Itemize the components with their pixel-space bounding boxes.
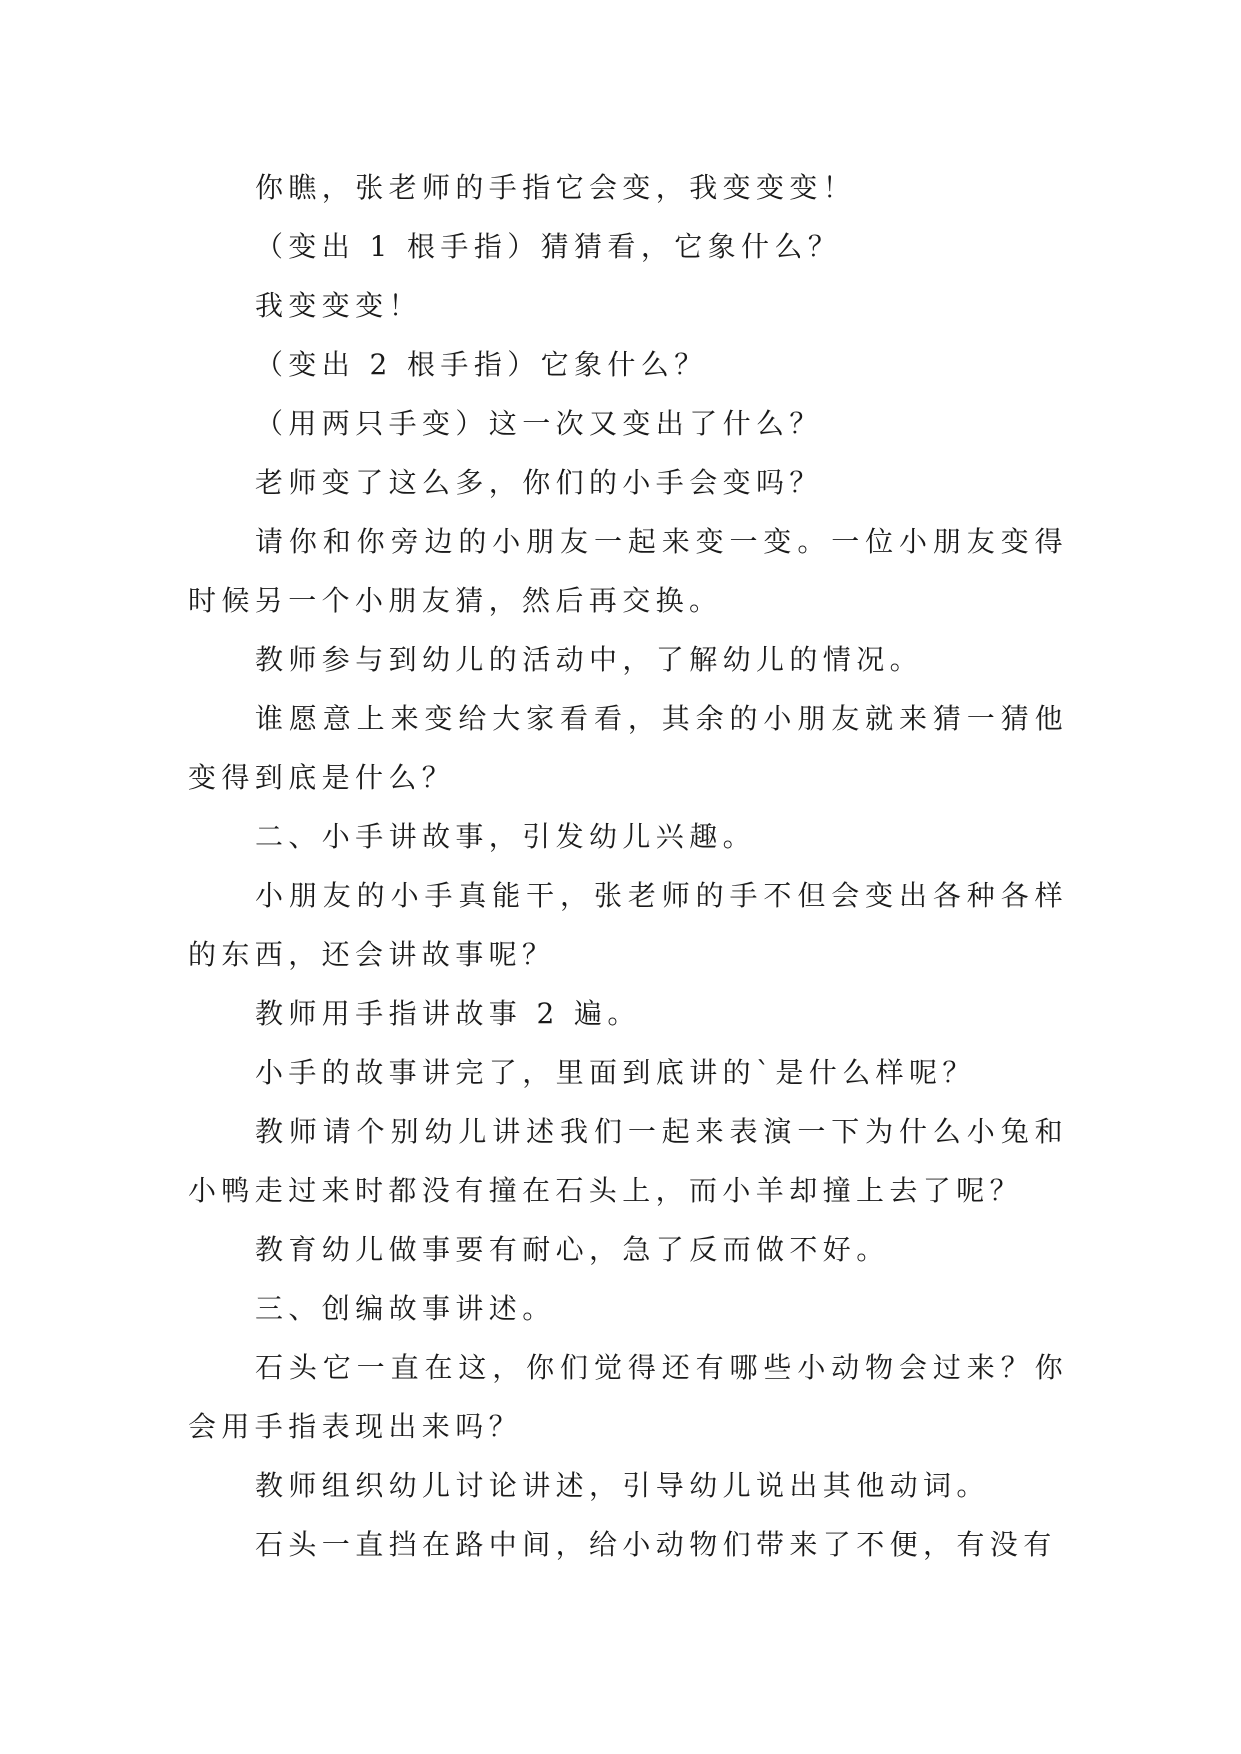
section-heading: 三、创编故事讲述。 [255,1292,556,1325]
paragraph: 请你和你旁边的小朋友一起来变一变。一位小朋友变得时候另一个小朋友猜，然后再交换。 [188,525,1068,617]
document-body [188,158,1068,1574]
paragraph: 你瞧，张老师的手指它会变，我变变变！ [255,171,857,204]
paragraph: 教师参与到幼儿的活动中，了解幼儿的情况。 [255,643,924,676]
paragraph: 老师变了这么多，你们的小手会变吗？ [255,466,823,499]
section-heading: 二、小手讲故事，引发幼儿兴趣。 [255,820,757,853]
paragraph: 小手的故事讲完了，里面到底讲的`是什么样呢？ [255,1056,976,1089]
paragraph: （变出 2 根手指）它象什么？ [255,348,708,381]
paragraph: （用两只手变）这一次又变出了什么？ [255,407,823,440]
paragraph: 我变变变！ [255,289,423,322]
paragraph: 石头一直挡在路中间，给小动物们带来了不便，有没有 [255,1528,1057,1561]
paragraph: 谁愿意上来变给大家看看，其余的小朋友就来猜一猜他变得到底是什么？ [188,702,1068,794]
paragraph: （变出 1 根手指）猜猜看，它象什么？ [255,230,842,263]
paragraph: 教师组织幼儿讨论讲述，引导幼儿说出其他动词。 [255,1469,990,1502]
paragraph: 教育幼儿做事要有耐心，急了反而做不好。 [255,1233,890,1266]
paragraph: 教师用手指讲故事 2 遍。 [255,997,641,1030]
paragraph: 石头它一直在这，你们觉得还有哪些小动物会过来？你会用手指表现出来吗？ [188,1351,1068,1443]
paragraph: 小朋友的小手真能干，张老师的手不但会变出各种各样的东西，还会讲故事呢？ [188,879,1068,971]
paragraph: 教师请个别幼儿讲述我们一起来表演一下为什么小兔和小鸭走过来时都没有撞在石头上，而小羊却撞上去了呢？ [188,1115,1068,1207]
